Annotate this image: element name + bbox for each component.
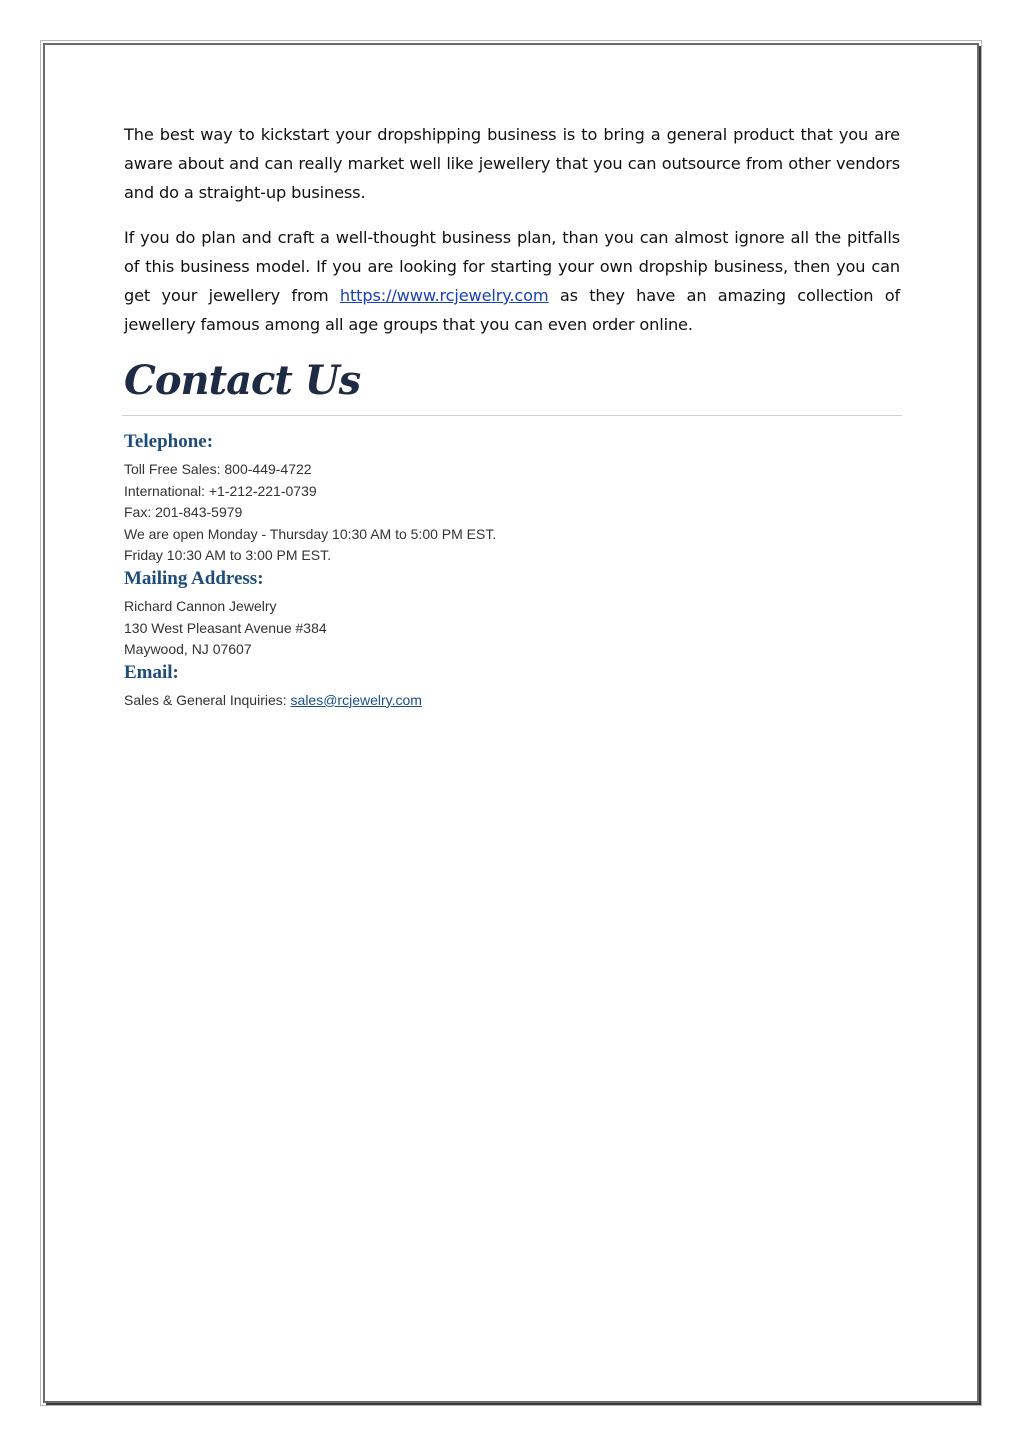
fax-number: Fax: 201-843-5979 (124, 504, 243, 521)
email-lines (124, 690, 900, 712)
sales-email-link[interactable]: sales@rcjewelry.com (290, 691, 422, 708)
email-line (124, 690, 900, 712)
rcjewelry-link[interactable]: https://www.rcjewelry.com (339, 286, 549, 305)
international-phone: International: +1-212-221-0739 (124, 482, 317, 499)
toll-free-sales: Toll Free Sales: 800-449-4722 (124, 461, 312, 477)
document-content (124, 120, 900, 711)
body-paragraph-1: The best way to kickstart your dropshipping business is to bring a general product that you are aware about and can really market well like jewellery that you can outsource from other vendors and do a straight-up business. (124, 125, 900, 202)
telephone-heading: Telephone: (124, 431, 214, 452)
paragraph-2-text-end: as they have an amazing collection of jewellery famous among all age groups that you can even order online. (124, 286, 900, 334)
title-divider (122, 415, 902, 416)
street-address: 130 West Pleasant Avenue #384 (124, 619, 327, 636)
weekday-hours: We are open Monday - Thursday 10:30 AM to 5:00 PM EST. (124, 525, 497, 542)
paragraph-2-text-start: If you do plan and craft a well-thought business plan, than you can almost ignore all the pitfalls of this business model. If you are looking for starting your own dropship business, then you can get your jewellery from (124, 228, 900, 305)
company-name: Richard Cannon Jewelry (124, 597, 277, 614)
city-state-zip: Maywood, NJ 07607 (124, 641, 252, 658)
email-label: Sales & General Inquiries: (124, 691, 291, 708)
mailing-address-lines (124, 596, 900, 661)
friday-hours: Friday 10:30 AM to 3:00 PM EST. (124, 547, 331, 564)
telephone-lines (124, 459, 900, 567)
mailing-address-heading: Mailing Address: (124, 567, 264, 589)
body-paragraph-2 (124, 223, 900, 339)
contact-us-title: Contact Us (124, 357, 361, 404)
email-heading: Email: (124, 661, 179, 683)
